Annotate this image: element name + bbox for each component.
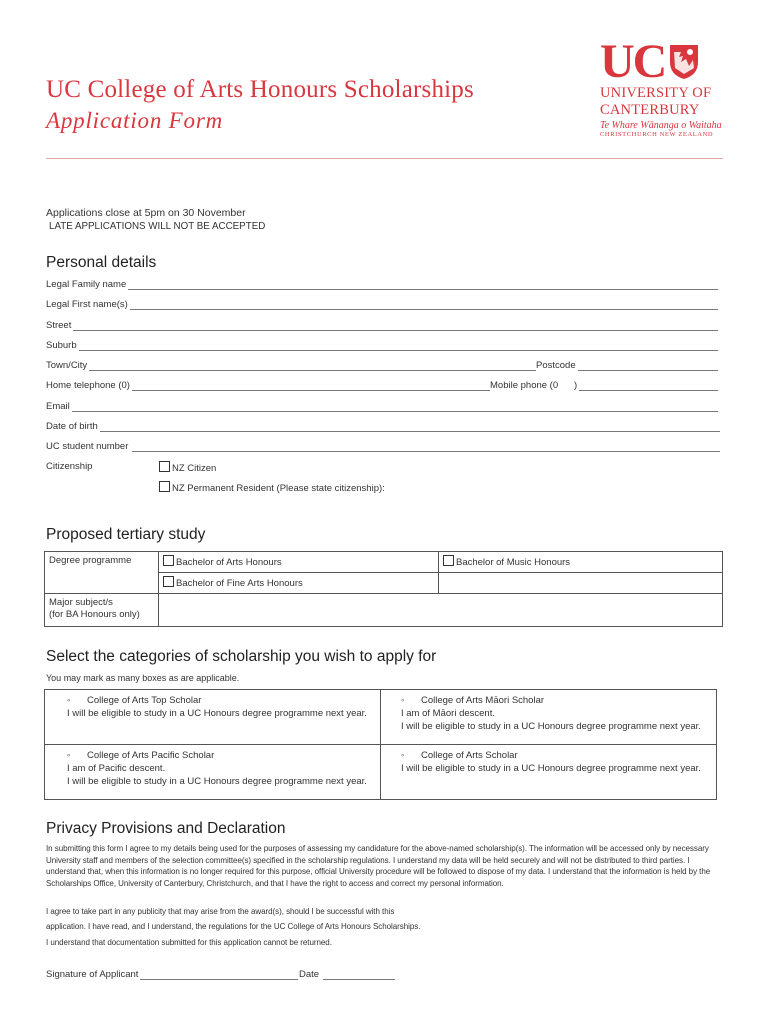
nz-citizen-option[interactable] <box>159 461 216 474</box>
pacific-scholar-title: College of Arts Pacific Scholar <box>87 750 215 761</box>
mobile-phone-line[interactable] <box>579 381 718 391</box>
family-name-line[interactable] <box>128 280 718 290</box>
suburb-field[interactable] <box>46 339 718 351</box>
maori-scholar-option[interactable] <box>381 690 717 745</box>
top-scholar-option[interactable] <box>45 690 381 745</box>
top-scholar-checkbox[interactable]: ◦ <box>67 695 71 706</box>
form-subtitle: Application Form <box>46 108 223 133</box>
signature-field[interactable] <box>46 968 298 980</box>
dob-line[interactable] <box>100 422 720 432</box>
form-title: UC College of Arts Honours Scholarships <box>46 76 474 103</box>
town-line[interactable] <box>89 361 536 371</box>
maori-scholar-text2: I will be eligible to study in a UC Honours degree programme next year. <box>401 721 701 732</box>
bmus-hons-option[interactable] <box>439 552 723 573</box>
home-phone-field[interactable] <box>46 379 490 391</box>
dob-label: Date of birth <box>46 421 98 432</box>
logo-university-of: UNIVERSITY OF <box>600 85 712 101</box>
family-name-field[interactable] <box>46 278 718 290</box>
postcode-field[interactable] <box>536 359 718 371</box>
privacy-heading: Privacy Provisions and Declaration <box>46 820 286 837</box>
arts-scholar-title: College of Arts Scholar <box>421 750 518 761</box>
student-number-line[interactable] <box>132 442 720 452</box>
arts-scholar-checkbox[interactable]: ◦ <box>401 750 405 761</box>
regulations-text: application. I have read, and I understand, the regulations for the UC College of Arts Honours Scholarships. <box>46 922 421 931</box>
logo-uc-letters: UC <box>600 35 666 88</box>
email-line[interactable] <box>72 402 718 412</box>
tertiary-study-heading: Proposed tertiary study <box>46 526 206 543</box>
maori-scholar-title: College of Arts Māori Scholar <box>421 695 545 706</box>
personal-details-heading: Personal details <box>46 254 157 271</box>
email-field[interactable] <box>46 400 718 412</box>
mobile-phone-label: Mobile phone (0 ) <box>490 380 578 391</box>
nz-citizen-label: NZ Citizen <box>172 463 217 474</box>
dob-field[interactable] <box>46 420 720 432</box>
empty-cell <box>439 573 723 594</box>
header-divider <box>46 158 723 159</box>
arts-scholar-text: I will be eligible to study in a UC Honours degree programme next year. <box>401 763 701 774</box>
street-label: Street <box>46 320 72 331</box>
mobile-phone-field[interactable] <box>490 379 718 391</box>
top-scholar-title: College of Arts Top Scholar <box>87 695 202 706</box>
date-field[interactable] <box>299 968 395 980</box>
citizenship-label: Citizenship <box>46 461 93 472</box>
logo-maori-name: Te Whare Wānanga o Waitaha <box>600 120 722 131</box>
categories-note: You may mark as many boxes as are applicable. <box>46 673 240 683</box>
ba-hons-option[interactable] <box>159 552 439 573</box>
logo-canterbury: CANTERBURY <box>600 102 700 118</box>
maori-scholar-text1: I am of Māori descent. <box>401 708 495 719</box>
suburb-line[interactable] <box>79 341 718 351</box>
maori-scholar-checkbox[interactable]: ◦ <box>401 695 405 706</box>
street-line[interactable] <box>73 321 718 331</box>
deadline-text: Applications close at 5pm on 30 November <box>46 207 246 219</box>
student-number-field[interactable] <box>46 440 720 452</box>
uc-logo <box>600 35 724 138</box>
arts-scholar-option[interactable] <box>381 745 717 800</box>
privacy-paragraph: In submitting this form I agree to my details being used for the purposes of assessing my candidature for the above-named scholarship(s). The information will be accessed only by necessary University staff and members of the selection committee(s) specified in the scholarship regulations. I understand my data will be held securely and will not be distributed to third parties. I understand that, when this information is no longer required for this purpose, official University procedure will be followed to dispose of my data. I understand that the information is held by the Scholarships Office, University of Canterbury, Christchurch, and that I have the right to access and correct my personal information. <box>46 844 711 888</box>
signature-line[interactable] <box>140 970 298 980</box>
major-input[interactable] <box>159 594 723 627</box>
ba-hons-checkbox[interactable] <box>163 555 174 566</box>
publicity-consent-text: I agree to take part in any publicity that may arise from the award(s), should I be successful with this <box>46 907 395 916</box>
street-field[interactable] <box>46 319 718 331</box>
pacific-scholar-option[interactable] <box>45 745 381 800</box>
student-number-label: UC student number <box>46 441 129 452</box>
bfa-hons-option[interactable] <box>159 573 439 594</box>
logo-city: CHRISTCHURCH NEW ZEALAND <box>600 131 714 138</box>
top-scholar-text: I will be eligible to study in a UC Honours degree programme next year. <box>67 708 367 719</box>
family-name-label: Legal Family name <box>46 279 127 290</box>
bmus-hons-label: Bachelor of Music Honours <box>456 557 571 568</box>
nz-resident-label: NZ Permanent Resident (Please state citizenship): <box>172 483 385 494</box>
pacific-scholar-text1: I am of Pacific descent. <box>67 763 166 774</box>
study-table <box>44 551 723 627</box>
date-label: Date <box>299 969 320 980</box>
first-names-label: Legal First name(s) <box>46 299 128 310</box>
town-field[interactable] <box>46 359 536 371</box>
ba-hons-label: Bachelor of Arts Honours <box>176 557 282 568</box>
nz-resident-checkbox[interactable] <box>159 481 170 492</box>
categories-heading: Select the categories of scholarship you wish to apply for <box>46 648 437 665</box>
postcode-label: Postcode <box>536 360 576 371</box>
date-line[interactable] <box>323 970 395 980</box>
documentation-text: I understand that documentation submitted for this application cannot be returned. <box>46 938 332 947</box>
email-label: Email <box>46 401 70 412</box>
major-label: Major subject/s (for BA Honours only) <box>45 594 159 627</box>
crest-icon <box>669 44 699 80</box>
late-notice: LATE APPLICATIONS WILL NOT BE ACCEPTED <box>49 221 266 232</box>
bfa-hons-label: Bachelor of Fine Arts Honours <box>176 578 303 589</box>
suburb-label: Suburb <box>46 340 77 351</box>
pacific-scholar-text2: I will be eligible to study in a UC Honours degree programme next year. <box>67 776 367 787</box>
bfa-hons-checkbox[interactable] <box>163 576 174 587</box>
degree-programme-label: Degree programme <box>45 552 159 594</box>
scholarship-table <box>44 689 717 800</box>
signature-label: Signature of Applicant <box>46 969 139 980</box>
bmus-hons-checkbox[interactable] <box>443 555 454 566</box>
pacific-scholar-checkbox[interactable]: ◦ <box>67 750 71 761</box>
home-phone-label: Home telephone (0) <box>46 380 130 391</box>
postcode-line[interactable] <box>578 361 718 371</box>
first-names-field[interactable] <box>46 298 718 310</box>
home-phone-line[interactable] <box>132 381 490 391</box>
nz-resident-option[interactable] <box>159 481 385 494</box>
first-names-line[interactable] <box>130 300 718 310</box>
town-label: Town/City <box>46 360 88 371</box>
nz-citizen-checkbox[interactable] <box>159 461 170 472</box>
